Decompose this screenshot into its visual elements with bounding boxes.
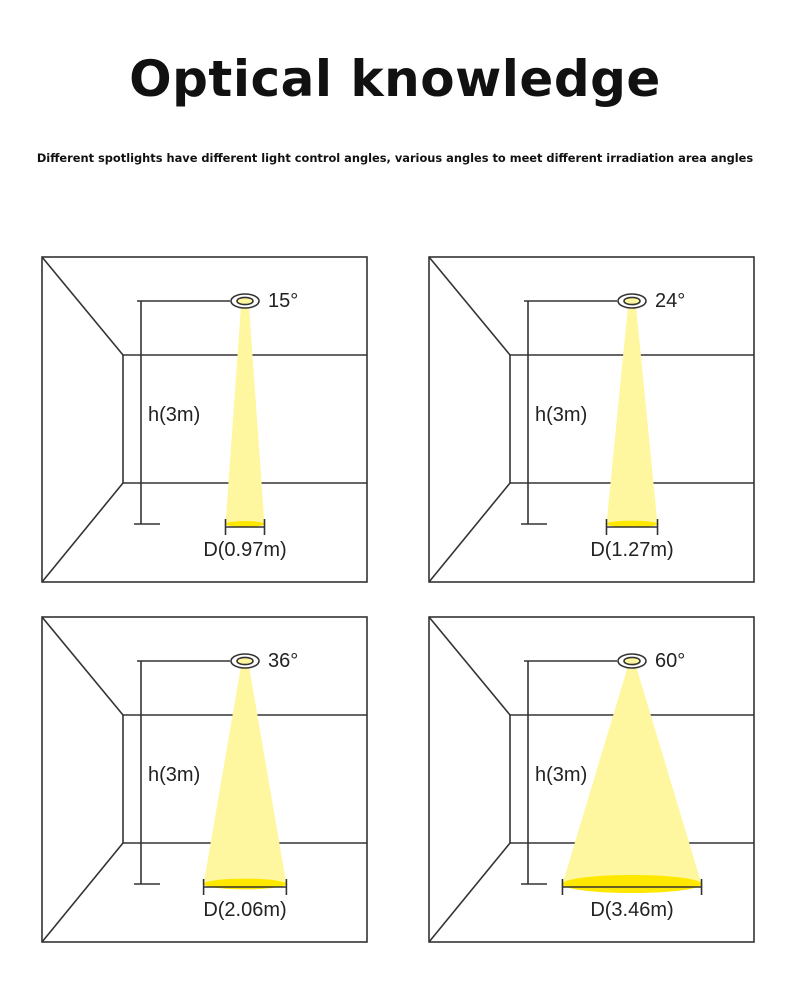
beam-angle-label: 15° — [268, 290, 299, 312]
room-floor-edge — [42, 483, 123, 582]
light-beam — [606, 306, 657, 524]
height-label: h(3m) — [148, 764, 201, 786]
room-frame — [429, 257, 754, 582]
room-floor-edge — [429, 843, 510, 942]
room-diagram-3 — [41, 616, 368, 943]
room-ceiling-edge — [429, 257, 510, 355]
room-frame — [42, 257, 367, 582]
room-diagram-2 — [428, 256, 755, 583]
diameter-label: D(1.27m) — [590, 539, 674, 561]
room-frame — [42, 617, 367, 942]
diameter-label: D(2.06m) — [203, 899, 287, 921]
beam-angle-label: 24° — [655, 290, 686, 312]
room-lines — [429, 257, 754, 582]
light-beam — [204, 666, 287, 884]
room-lines — [42, 257, 367, 582]
room-ceiling-edge — [42, 257, 123, 355]
room-ceiling-edge — [42, 617, 123, 715]
spotlight-icon — [618, 294, 646, 308]
room-diagram-1 — [41, 256, 368, 583]
room-lines — [429, 617, 754, 942]
beam-angle-label: 36° — [268, 650, 299, 672]
spotlight-icon — [231, 654, 259, 668]
room-floor-edge — [42, 843, 123, 942]
room-lines — [42, 617, 367, 942]
room-diagram-4 — [428, 616, 755, 943]
height-label: h(3m) — [535, 404, 588, 426]
light-beam — [226, 306, 265, 524]
light-spot — [226, 521, 265, 527]
height-label: h(3m) — [148, 404, 201, 426]
height-label: h(3m) — [535, 764, 588, 786]
light-spot — [562, 875, 701, 893]
diameter-label: D(0.97m) — [203, 539, 287, 561]
diameter-label: D(3.46m) — [590, 899, 674, 921]
page-subtitle: Different spotlights have different light control angles, various angles to meet different irradiation area angles — [36, 151, 754, 165]
room-ceiling-edge — [429, 617, 510, 715]
page-title: Optical knowledge — [129, 50, 661, 108]
spotlight-icon — [231, 294, 259, 308]
beam-angle-label: 60° — [655, 650, 686, 672]
spotlight-icon — [618, 654, 646, 668]
room-floor-edge — [429, 483, 510, 582]
room-frame — [429, 617, 754, 942]
